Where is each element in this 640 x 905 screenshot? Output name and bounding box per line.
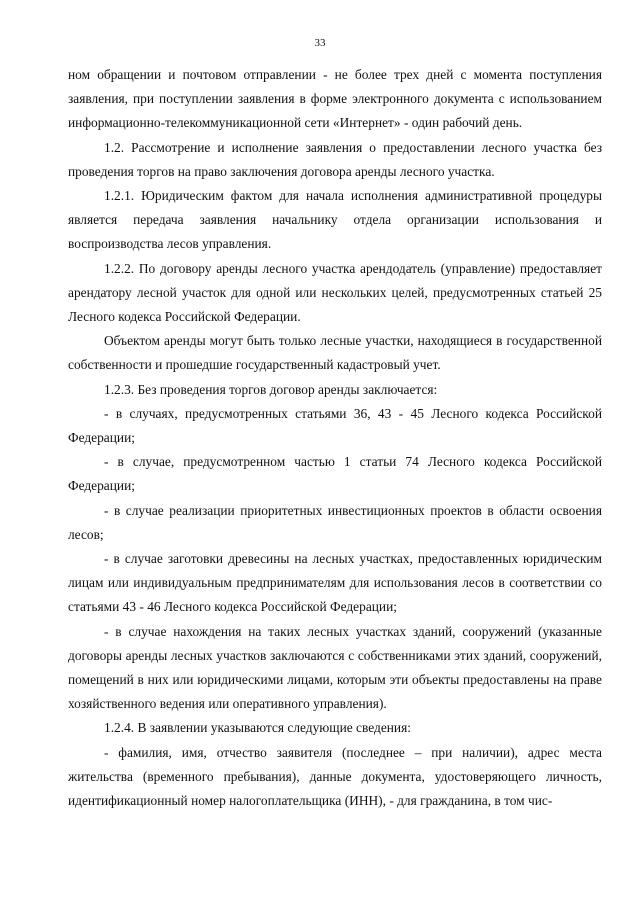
list-item-articles-36-45: - в случаях, предусмотренных статьями 36, 43 - 45 Лесного кодекса Российской Федерации;: [68, 405, 602, 446]
page-number: 33: [314, 37, 326, 49]
list-item-article-74: - в случае, предусмотренном частью 1 статьи 74 Лесного кодекса Российской Федерации;: [68, 454, 602, 494]
paragraph-1-2-1: 1.2.1. Юридическим фактом для начала исполнения административной процедуры является передача заявления начальнику отдела организации использования и воспроизводства лесов управления.: [68, 188, 602, 252]
paragraph-lease-object: Объектом аренды могут быть только лесные участки, находящиеся в государственной собственности и прошедшие государственный кадастровый учет.: [68, 333, 602, 373]
paragraph-1-2: 1.2. Рассмотрение и исполнение заявления о предоставлении лесного участка без проведения торгов на право заключения договора аренды лесного участка.: [68, 139, 602, 179]
list-item-buildings: - в случае нахождения на таких лесных участках зданий, сооружений (указанные договоры аренды лесных участков заключаются с собственниками этих зданий, сооружений, помещений в них или юридическими лицами, которым эти объекты предоставлены на праве хозяйственного ведения или оперативного управления).: [68, 623, 602, 712]
list-item-priority-projects: - в случае реализации приоритетных инвестиционных проектов в области освоения лесов;: [68, 502, 602, 542]
paragraph-continuation: ном обращении и почтовом отправлении - не более трех дней с момента поступления заявления, при поступлении заявления в форме электронного документа с использованием информационно-телекоммуникационной сети «Интернет» - один рабочий день.: [68, 67, 602, 131]
paragraph-1-2-2: 1.2.2. По договору аренды лесного участка арендодатель (управление) предоставляет арендатору лесной участок для одной или нескольких целей, предусмотренных статьей 25 Лесного кодекса Российской Федерации.: [68, 260, 602, 325]
list-item-timber-harvesting: - в случае заготовки древесины на лесных участках, предоставленных юридическим лицам или индивидуальным предпринимателям для использования лесов в соответствии со статьями 43 - 46 Лесного кодекса Российской Федерации;: [68, 551, 602, 615]
paragraph-1-2-3: 1.2.3. Без проведения торгов договор аренды заключается:: [104, 381, 438, 397]
document-body: [68, 63, 602, 813]
paragraph-1-2-4: 1.2.4. В заявлении указываются следующие сведения:: [104, 720, 411, 736]
list-item-applicant-details: - фамилия, имя, отчество заявителя (последнее – при наличии), адрес места жительства (временного пребывания), данные документа, удостоверяющего личность, идентификационный номер налогоплательщика (ИНН), - для гражданина, в том чис-: [68, 744, 602, 809]
